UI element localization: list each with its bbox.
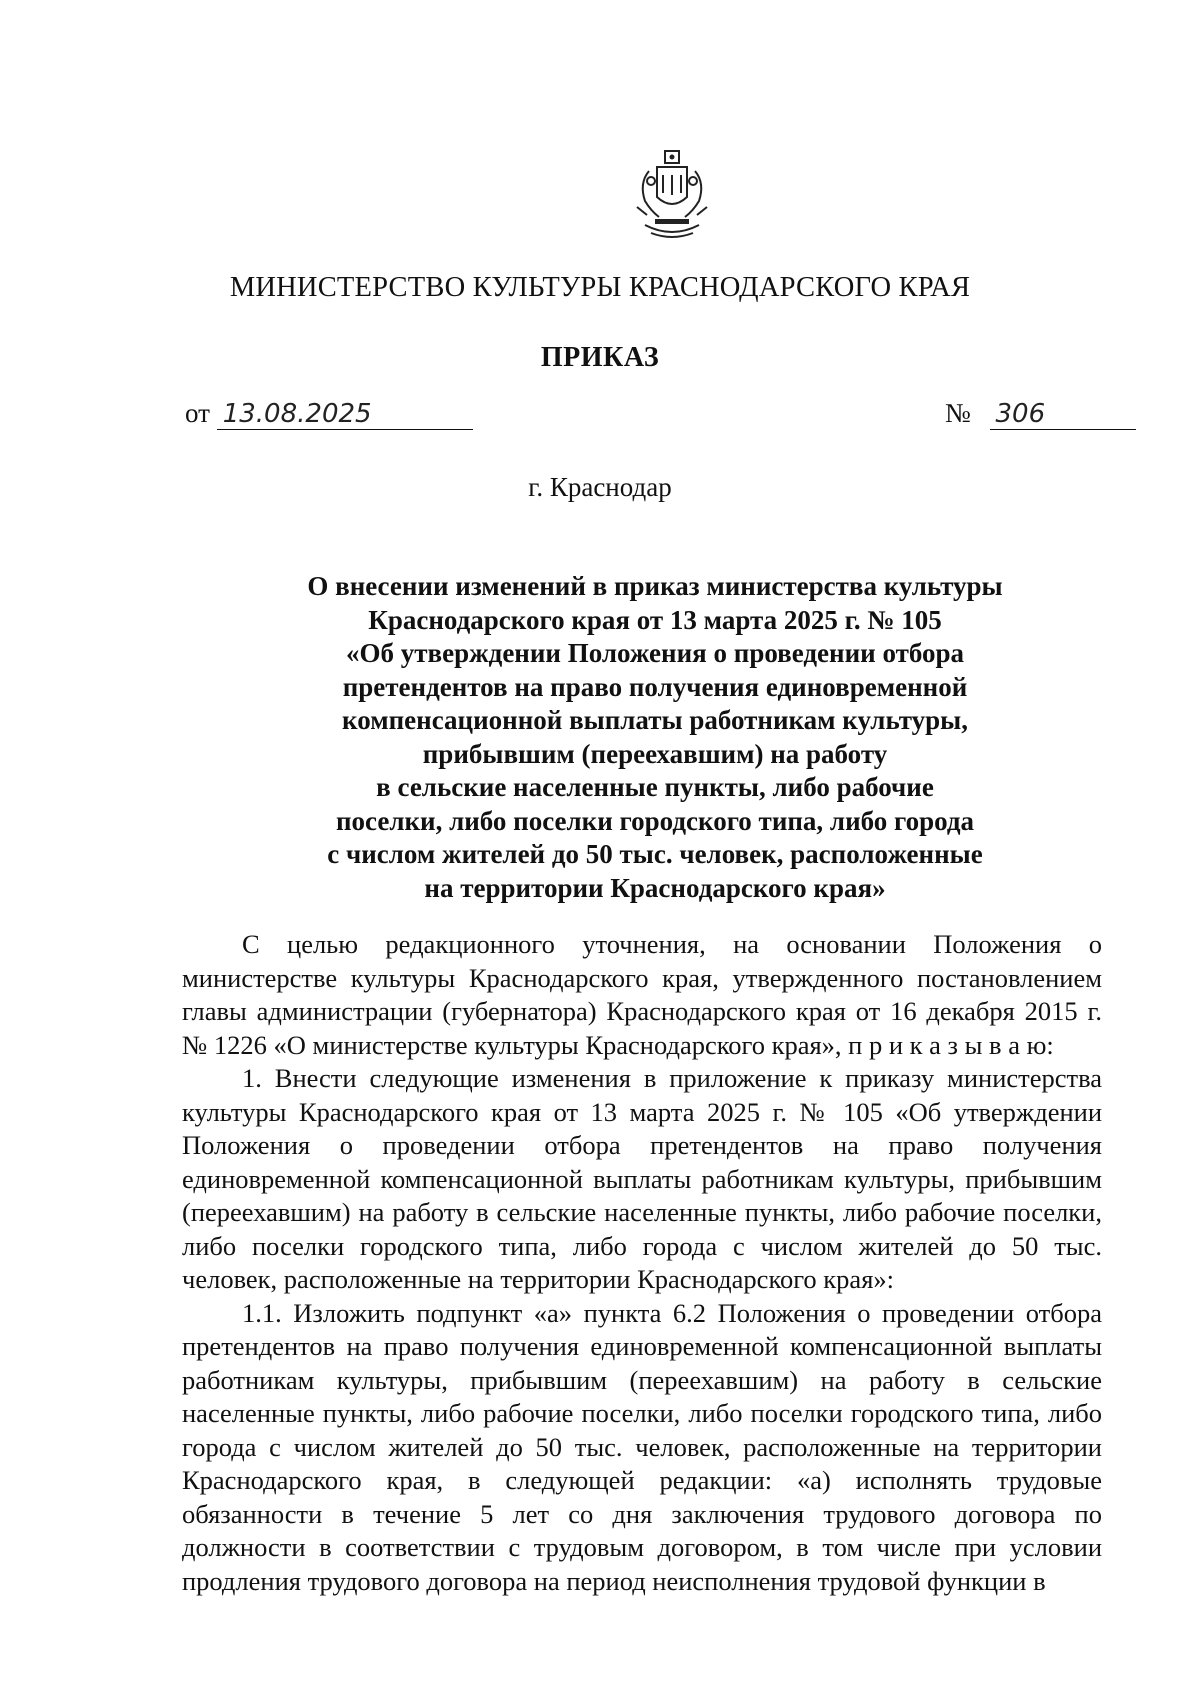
title-line: претендентов на право получения единовременной: [342, 671, 968, 702]
title-line: с числом жителей до 50 тыс. человек, расположенные: [327, 839, 983, 869]
number-value: 306: [990, 399, 1136, 430]
title-line: Краснодарского края от 13 марта 2025 г. № 105: [368, 604, 942, 635]
paragraph-item-1: 1. Внести следующие изменения в приложение к приказу министерства культуры Краснодарского края от 13 марта 2025 г. № 105 «Об утверждении Положения о проведении отбора претендентов на право получения единовременной компенсационной выплаты работникам культуры, прибывшим (переехавшим) на работу в сельские населенные пункты, либо рабочие поселки, либо поселки городского типа, либо города с числом жителей до 50 тыс. человек, расположенные на территории Краснодарского края»:: [182, 1063, 1102, 1294]
title-line: на территории Краснодарского края»: [424, 872, 886, 903]
document-body: [182, 928, 1102, 1598]
document-type: ПРИКАЗ: [540, 342, 660, 373]
ministry-name: МИНИСТЕРСТВО КУЛЬТУРЫ КРАСНОДАРСКОГО КРАЯ: [229, 272, 971, 303]
number-prefix: №: [945, 398, 971, 428]
title-line: поселки, либо поселки городского типа, либо города: [335, 805, 975, 836]
title-line: в сельские населенные пункты, либо рабочие: [376, 772, 934, 802]
title-line: О внесении изменений в приказ министерства культуры: [307, 571, 1003, 601]
paragraph-item-1-1: 1.1. Изложить подпункт «а» пункта 6.2 Положения о проведении отбора претендентов на право получения единовременной компенсационной выплаты работникам культуры, прибывшим (переехавшим) на работу в сельские населенные пункты, либо рабочие поселки, либо поселки городского типа, либо города с числом жителей до 50 тыс. человек, расположенные на территории Краснодарского края, в следующей редакции: «а) исполнять трудовые обязанности в течение 5 лет со дня заключения трудового договора по должности в соответствии с трудовым договором, в том числе при условии продления трудового договора на период неисполнения трудовой функции в: [182, 1297, 1102, 1596]
title-line: прибывшим (переехавшим) на работу: [422, 738, 888, 769]
title-line: «Об утверждении Положения о проведении отбора: [345, 638, 965, 668]
title-line: компенсационной выплаты работникам культуры,: [342, 705, 968, 735]
date-prefix: от: [185, 398, 210, 428]
document-title: [240, 570, 1070, 905]
paragraph-preamble: С целью редакционного уточнения, на основании Положения о министерстве культуры Краснодарского края, утвержденного постановлением главы администрации (губернатора) Краснодарского края от 16 декабря 2015 г. № 1226 «О министерстве культуры Краснодарского края», п р и к а з ы в а ю:: [182, 929, 1102, 1060]
coat-of-arms-icon: [627, 145, 717, 245]
date-field: [185, 398, 473, 430]
date-value: 13.08.2025: [217, 399, 473, 430]
city-line: г. Краснодар: [528, 472, 672, 502]
number-field: [945, 398, 1136, 430]
